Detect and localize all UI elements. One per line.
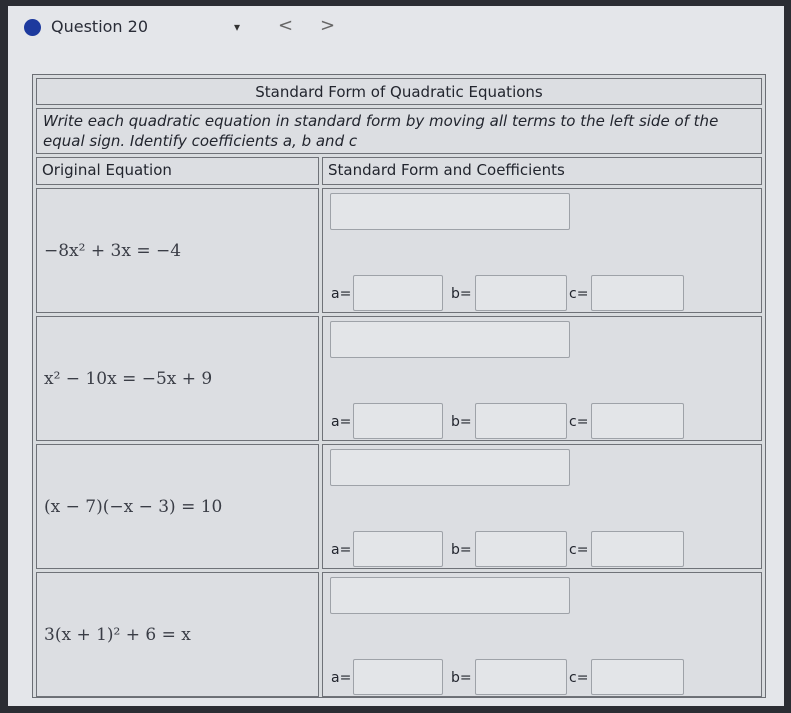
status-dot-icon bbox=[24, 19, 41, 36]
table-row-3-equation-cell bbox=[36, 444, 319, 569]
coefficient-b-input[interactable] bbox=[475, 275, 567, 311]
question-header bbox=[8, 6, 784, 50]
next-question-button[interactable]: > bbox=[320, 15, 336, 36]
standard-form-input[interactable] bbox=[330, 321, 570, 358]
coefficient-b-label: b= bbox=[451, 286, 472, 302]
coefficient-b-input[interactable] bbox=[475, 403, 567, 439]
standard-form-input[interactable] bbox=[330, 577, 570, 614]
coefficient-a-input[interactable] bbox=[353, 531, 443, 567]
coefficient-b-label: b= bbox=[451, 542, 472, 558]
coefficient-c-label: c= bbox=[569, 542, 589, 558]
coefficient-c-input[interactable] bbox=[591, 659, 684, 695]
column-header-original: Original Equation bbox=[36, 157, 319, 185]
question-title: Question 20 bbox=[51, 17, 149, 36]
coefficient-b-input[interactable] bbox=[475, 531, 567, 567]
table-row-2-answer-cell bbox=[322, 316, 762, 441]
coefficient-b-label: b= bbox=[451, 670, 472, 686]
table-row-4-answer-cell bbox=[322, 572, 762, 697]
coefficient-c-label: c= bbox=[569, 286, 589, 302]
standard-form-input[interactable] bbox=[330, 449, 570, 486]
table-row-1-equation-cell bbox=[36, 188, 319, 313]
original-equation: x² − 10x = −5x + 9 bbox=[44, 369, 213, 389]
table-row-1-answer-cell bbox=[322, 188, 762, 313]
chevron-down-icon[interactable]: ▾ bbox=[234, 20, 241, 34]
coefficient-c-label: c= bbox=[569, 670, 589, 686]
coefficient-a-input[interactable] bbox=[353, 403, 443, 439]
table-title: Standard Form of Quadratic Equations bbox=[36, 78, 762, 105]
table-row-4-equation-cell bbox=[36, 572, 319, 697]
column-header-standard: Standard Form and Coefficients bbox=[322, 157, 762, 185]
original-equation: 3(x + 1)² + 6 = x bbox=[44, 625, 191, 645]
coefficient-c-input[interactable] bbox=[591, 531, 684, 567]
previous-question-button[interactable]: < bbox=[278, 15, 294, 36]
coefficient-a-input[interactable] bbox=[353, 659, 443, 695]
table-row-2-equation-cell bbox=[36, 316, 319, 441]
original-equation: −8x² + 3x = −4 bbox=[44, 241, 182, 261]
coefficient-b-input[interactable] bbox=[475, 659, 567, 695]
coefficient-c-input[interactable] bbox=[591, 403, 684, 439]
coefficient-a-label: a= bbox=[331, 414, 352, 430]
coefficient-a-label: a= bbox=[331, 670, 352, 686]
coefficient-a-input[interactable] bbox=[353, 275, 443, 311]
coefficient-b-label: b= bbox=[451, 414, 472, 430]
coefficient-c-label: c= bbox=[569, 414, 589, 430]
quadratic-table bbox=[32, 74, 766, 698]
original-equation: (x − 7)(−x − 3) = 10 bbox=[44, 497, 223, 517]
coefficient-a-label: a= bbox=[331, 542, 352, 558]
instructions: Write each quadratic equation in standard form by moving all terms to the left side of the equal sign. Identify coefficients a, b and c bbox=[36, 108, 762, 154]
coefficient-a-label: a= bbox=[331, 286, 352, 302]
question-screen bbox=[8, 6, 784, 706]
coefficient-c-input[interactable] bbox=[591, 275, 684, 311]
table-row-3-answer-cell bbox=[322, 444, 762, 569]
standard-form-input[interactable] bbox=[330, 193, 570, 230]
